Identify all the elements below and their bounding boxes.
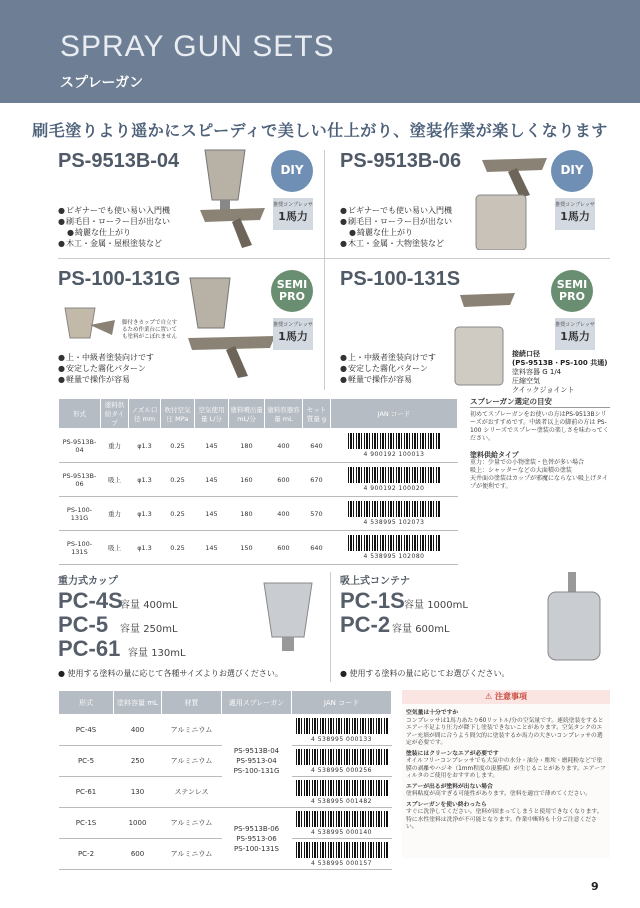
diy-badge: DIY <box>271 150 313 192</box>
barcode <box>348 433 440 449</box>
feature-list-2: ● ビギナーでも使い易い入門機 ● 刷毛目・ローラー目が出ない ● 綺麗な仕上がり ● 木工・金属・大物塗装など <box>340 205 480 249</box>
cup-note: 脚付きカップで自立するため作業台に置いても塗料がこぼれません <box>122 320 178 340</box>
cup-name-pc4s: PC-4S <box>58 588 123 613</box>
spec-table <box>58 398 458 565</box>
barcode <box>296 749 388 765</box>
cup-capacity-pc4s: 容量 400mL <box>120 600 178 611</box>
connection-spec: 接続口径 (PS-9513B・PS-100 共通) 塗料容器 G 1/4 圧縮空気 クイックジョイント <box>512 350 608 394</box>
barcode <box>348 501 440 517</box>
spec-table-header: 形式 塗料供給タイプ ノズル口径 mm 吹付空気圧 MPa 空気使用量 L/分 塗料噴出量 mL/分 塗料容器容量 mL セット質量 g JAN コード <box>59 399 458 429</box>
table-row: PS-100-131S 吸上 φ1.3 0.25 145 150 600 640 4 538995 102080 <box>59 531 458 565</box>
divider-horizontal <box>58 258 610 259</box>
hp-label-3: 推奨コンプレッサ 1馬力 <box>273 318 313 350</box>
cup-table-header: 形式 塗料容量 mL 材質 適用スプレーガン JAN コード <box>59 691 392 715</box>
hp-label-1: 推奨コンプレッサ 1馬力 <box>273 198 313 230</box>
caution-box: ⚠ 注意事項 空気量は十分ですか コンプレッサは1馬力あたり60リットル/分の空気量です。連続塗装をするとエアー不足より圧力が降下し塗装できないことがあります。空気タンクのエアー充填が間に合うよう間欠的に塗装するか馬力の大きいコンプレッサの選定が必要です。 塗装にはクリーンなエアが必要です オイルフリーコンプレッサでも大気中の水分・油分・塵埃・磨耗粉などで塗膜の剥離やハジキ（1mm程度の凄膜孤）が生じることがあります。エアーフィルタのご使用をおすすめします。 エアーが出るが塗料が出ない場合 塗料粘度が高すぎる可能性があります。塗料を適宜で薄めてください。 スプレーガンを使い終わったら すぐに洗浄してください。塗料が固まってしまうと使用できなくなります。特に水性塗料は洗浄が不可能となります。作業中断時も十分ご注意ください。 <box>402 690 610 858</box>
cup-capacity-pc5: 容量 250mL <box>120 624 178 635</box>
headline: 刷毛塗りより遥かにスピーディで美しい仕上がり、塗装作業が楽しくなります <box>32 121 608 140</box>
suction-container-image <box>540 570 610 665</box>
table-row: PC-5 250 アルミニウム 4 538995 000256 <box>59 746 392 777</box>
table-row: PC-1S 1000 アルミニウム PS-9513B-06 PS-9513-06 PS-100-131S 4 538995 000140 <box>59 808 392 839</box>
usage-note-right: ● 使用する塗料の量に応じてお選びください。 <box>340 669 510 678</box>
semi-pro-badge-2: SEMI PRO <box>551 270 593 312</box>
cup-accessory-image <box>60 300 120 345</box>
suction-container-title: 吸上式コンテナ <box>340 576 410 587</box>
table-row: PS-9513B-06 吸上 φ1.3 0.25 145 160 600 670 4 900192 100020 <box>59 463 458 497</box>
feature-list-3: ● 上・中級者塗装向けです ● 安定した霧化パターン ● 軽量で操作が容易 <box>58 352 198 385</box>
cup-name-pc2: PC-2 <box>340 612 391 637</box>
usage-note-left: ● 使用する塗料の量に応じて各種サイズよりお選びください。 <box>58 669 283 678</box>
barcode <box>296 718 388 734</box>
cup-name-pc1s: PC-1S <box>340 588 405 613</box>
table-row: PS-9513B-04 重力 φ1.3 0.25 145 180 400 640 4 900192 100013 <box>59 429 458 463</box>
barcode <box>348 467 440 483</box>
cup-capacity-pc1s: 容量 1000mL <box>404 600 468 611</box>
barcode <box>296 842 388 858</box>
barcode <box>348 535 440 551</box>
divider-vertical-cups <box>330 572 331 682</box>
cup-capacity-pc2: 容量 600mL <box>392 624 450 635</box>
applicable-suction: PS-9513B-06 PS-9513-06 PS-100-131S <box>222 808 292 870</box>
gravity-cup-title: 重力式カップ <box>58 576 118 587</box>
feature-list-4: ● 上・中級者塗装向けです ● 安定した霧化パターン ● 軽量で操作が容易 <box>340 352 480 385</box>
table-row: PC-61 130 ステンレス 4 538995 001482 <box>59 777 392 808</box>
page-subtitle: スプレーガン <box>60 75 144 91</box>
barcode <box>296 780 388 796</box>
page-title: SPRAY GUN SETS <box>60 30 335 63</box>
barcode <box>296 811 388 827</box>
hp-label-2: 推奨コンプレッサ 1馬力 <box>555 198 595 230</box>
table-row: PS-100-131G 重力 φ1.3 0.25 145 180 400 570 4 538995 102073 <box>59 497 458 531</box>
hp-label-4: 推奨コンプレッサ 1馬力 <box>555 318 595 350</box>
table-row: PC-2 600 アルミニウム 4 538995 000157 <box>59 839 392 870</box>
applicable-gravity: PS-9513B-04 PS-9513-04 PS-100-131G <box>222 715 292 808</box>
model-name-2: PS-9513B-06 <box>340 150 462 172</box>
model-name-3: PS-100-131G <box>58 268 181 290</box>
warning-icon: ⚠ <box>485 692 493 701</box>
diy-badge-2: DIY <box>551 150 593 192</box>
cup-name-pc61: PC-61 <box>58 636 121 661</box>
caution-title: ⚠ 注意事項 <box>402 690 610 704</box>
divider-vertical <box>324 150 325 390</box>
cup-table <box>58 690 392 870</box>
cup-name-pc5: PC-5 <box>58 612 109 637</box>
cup-capacity-pc61: 容量 130mL <box>128 648 186 659</box>
gravity-cup-image <box>258 575 318 655</box>
model-name-1: PS-9513B-04 <box>58 150 180 172</box>
table-row: PC-4S 400 アルミニウム PS-9513B-04 PS-9513-04 PS-100-131G 4 538995 000133 <box>59 715 392 746</box>
selection-guide: スプレーガン選定の目安 初めてスプレーガンをお使いの方はPS-9513Bシリーズがおすすめです。中級者以上の脚前の方は PS-100 シリーズでスプレー塗装の楽しさを味わってください。 塗料供給タイプ 重力：少量での小物塗装・色替が多い場合 吸上：シャッターなどの大面積の塗装 天井面の塗装はカップが邪魔にならない吸上げタイプが便利です。 <box>470 397 609 490</box>
page-number: 9 <box>591 880 599 893</box>
header-banner <box>0 0 640 103</box>
feature-list-1: ● ビギナーでも使い易い入門機 ● 刷毛目・ローラー目が出ない ● 綺麗な仕上がり ● 木工・金属・屋根塗装など <box>58 205 198 249</box>
model-name-4: PS-100-131S <box>340 268 461 290</box>
semi-pro-badge: SEMI PRO <box>271 270 313 312</box>
